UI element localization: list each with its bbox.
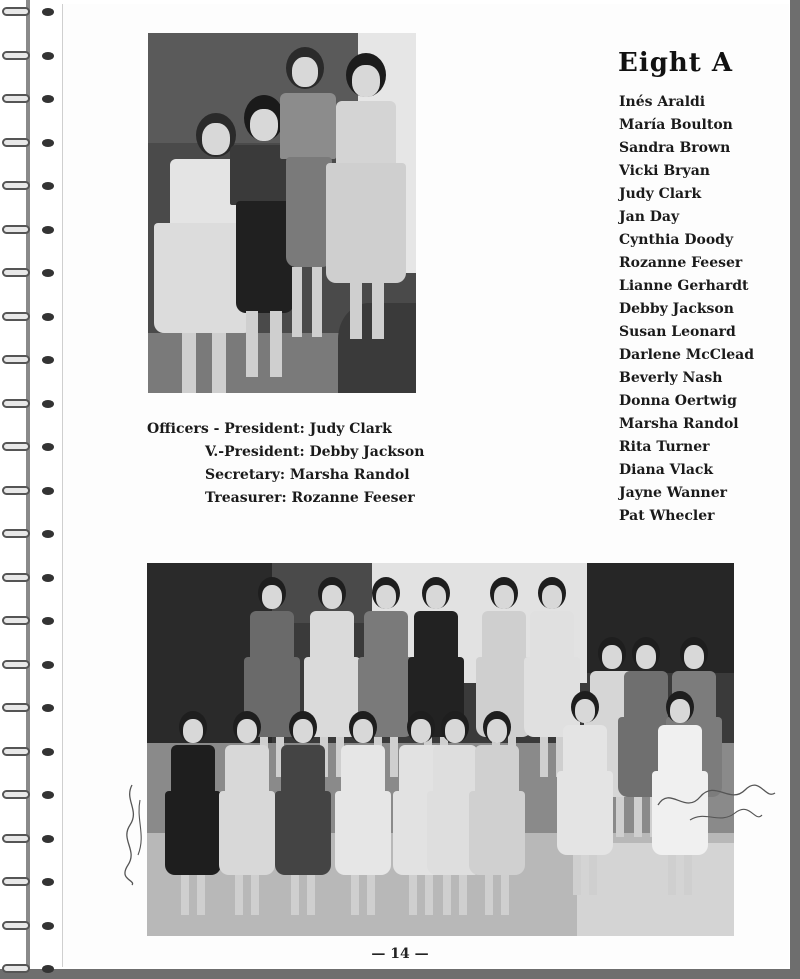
class-member-name: Donna Oertwig (619, 393, 737, 409)
binding-ring (2, 311, 58, 323)
class-member-name: Susan Leonard (619, 324, 736, 340)
binding-ring (2, 6, 58, 18)
handwritten-signature-right (650, 775, 780, 830)
class-member-name: Diana Vlack (619, 462, 714, 478)
page-number: — 14 — (371, 946, 429, 962)
handwritten-signature-left (118, 780, 148, 890)
binding-ring (2, 224, 58, 236)
binding-ring (2, 920, 58, 932)
binding-ring (2, 485, 58, 497)
binding-ring (2, 615, 58, 627)
class-member-name: Beverly Nash (619, 370, 723, 386)
class-member-list (619, 91, 754, 528)
binding-ring (2, 93, 58, 105)
class-title: Eight A (618, 48, 734, 78)
class-member-name: Cynthia Doody (619, 232, 734, 248)
binding-ring (2, 789, 58, 801)
binding-ring (2, 572, 58, 584)
binding-ring (2, 398, 58, 410)
class-member-name: Rita Turner (619, 439, 710, 455)
class-member-name: Rozanne Feeser (619, 255, 743, 271)
class-group-photo (147, 563, 734, 936)
officer-president: Officers - President: Judy Clark (147, 421, 392, 437)
binding-ring (2, 528, 58, 540)
spiral-binding (0, 0, 62, 969)
officers-photo (148, 33, 416, 393)
binding-ring (2, 267, 58, 279)
class-member-name: Sandra Brown (619, 140, 731, 156)
binding-ring (2, 659, 58, 671)
binding-ring (2, 441, 58, 453)
class-member-name: Jan Day (619, 209, 680, 225)
class-member-name: Inés Araldi (619, 94, 706, 110)
binding-ring (2, 963, 58, 975)
binding-ring (2, 833, 58, 845)
binding-ring (2, 180, 58, 192)
officer-vice-president: V.-President: Debby Jackson (205, 444, 425, 460)
binding-ring (2, 702, 58, 714)
officer-secretary: Secretary: Marsha Randol (205, 467, 410, 483)
binding-ring (2, 746, 58, 758)
class-member-name: Vicki Bryan (619, 163, 710, 179)
class-member-name: Judy Clark (619, 186, 702, 202)
officer-treasurer: Treasurer: Rozanne Feeser (205, 490, 415, 506)
class-member-name: Jayne Wanner (619, 485, 728, 501)
binding-ring (2, 50, 58, 62)
binding-ring (2, 137, 58, 149)
class-member-name: Marsha Randol (619, 416, 739, 432)
class-member-name: Debby Jackson (619, 301, 734, 317)
officers-list (147, 418, 424, 510)
class-member-name: Darlene McClead (619, 347, 755, 363)
binding-ring (2, 876, 58, 888)
class-member-name: Pat Whecler (619, 508, 715, 524)
class-member-name: María Boulton (619, 117, 733, 133)
class-member-name: Lianne Gerhardt (619, 278, 749, 294)
binding-ring (2, 354, 58, 366)
